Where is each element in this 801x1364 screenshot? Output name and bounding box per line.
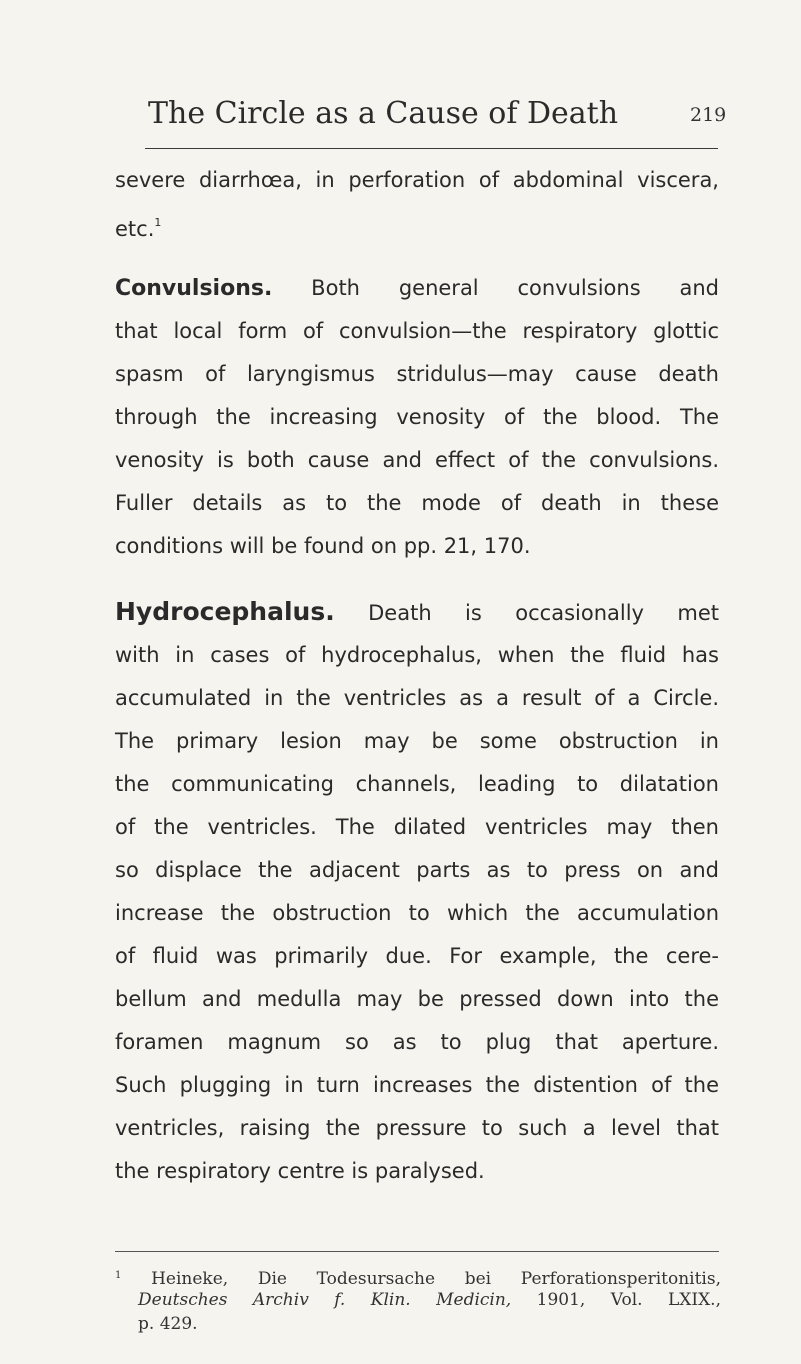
text-line: that local form of convulsion—the respiratory glottic [115, 319, 719, 343]
text-line: The primary lesion may be some obstruction in [115, 729, 719, 753]
page-number: 219 [690, 104, 727, 126]
text-line: increase the obstruction to which the accumulation [115, 901, 719, 925]
text-line: with in cases of hydrocephalus, when the fluid has [115, 643, 719, 667]
footnote-rule [115, 1251, 719, 1252]
text-line: severe diarrhœa, in perforation of abdominal viscera, [115, 168, 719, 192]
section-heading-convulsions: Convulsions. [115, 276, 273, 301]
text-line: foramen magnum so as to plug that aperture. [115, 1030, 719, 1054]
text-line [115, 273, 719, 304]
section-heading-hydrocephalus: Hydrocephalus. [115, 597, 335, 626]
footnote-line [115, 1265, 721, 1290]
text-line: Fuller details as to the mode of death in these [115, 491, 719, 515]
text-fragment: Both general convulsions and [272, 276, 719, 300]
text-line: through the increasing venosity of the blood. The [115, 405, 719, 429]
text-line: conditions will be found on pp. 21, 170. [115, 534, 531, 558]
text-line: ventricles, raising the pressure to such a level that [115, 1116, 719, 1140]
text-line: the communicating channels, leading to dilatation [115, 772, 719, 796]
text-line: the respiratory centre is paralysed. [115, 1159, 485, 1183]
text-fragment: etc. [115, 217, 155, 241]
text-line: Such plugging in turn increases the distention of the [115, 1073, 719, 1097]
footnote-line: p. 429. [138, 1314, 198, 1334]
text-line: spasm of laryngismus stridulus—may cause death [115, 362, 719, 386]
header-rule [145, 148, 718, 149]
text-line [115, 597, 719, 628]
text-line: bellum and medulla may be pressed down into the [115, 987, 719, 1011]
text-line: venosity is both cause and effect of the convulsions. [115, 448, 719, 472]
text-line: of fluid was primarily due. For example, the cere- [115, 944, 719, 968]
text-line: accumulated in the ventricles as a result of a Circle. [115, 686, 719, 710]
page-header-title: The Circle as a Cause of Death [148, 96, 619, 131]
footnote-reference: 1 [154, 216, 162, 229]
text-line [115, 208, 161, 244]
text-fragment: Heineke, Die Todesursache bei Perforationsperitonitis, [121, 1269, 721, 1289]
text-fragment: Death is occasionally met [334, 601, 719, 625]
text-line: so displace the adjacent parts as to press on and [115, 858, 719, 882]
text-line: of the ventricles. The dilated ventricles may then [115, 815, 719, 839]
text-fragment: 1901, Vol. LXIX., [511, 1290, 721, 1310]
footnote-line [138, 1289, 721, 1311]
footnote-marker: 1 [115, 1270, 122, 1281]
journal-title: Deutsches Archiv f. Klin. Medicin, [138, 1290, 512, 1310]
